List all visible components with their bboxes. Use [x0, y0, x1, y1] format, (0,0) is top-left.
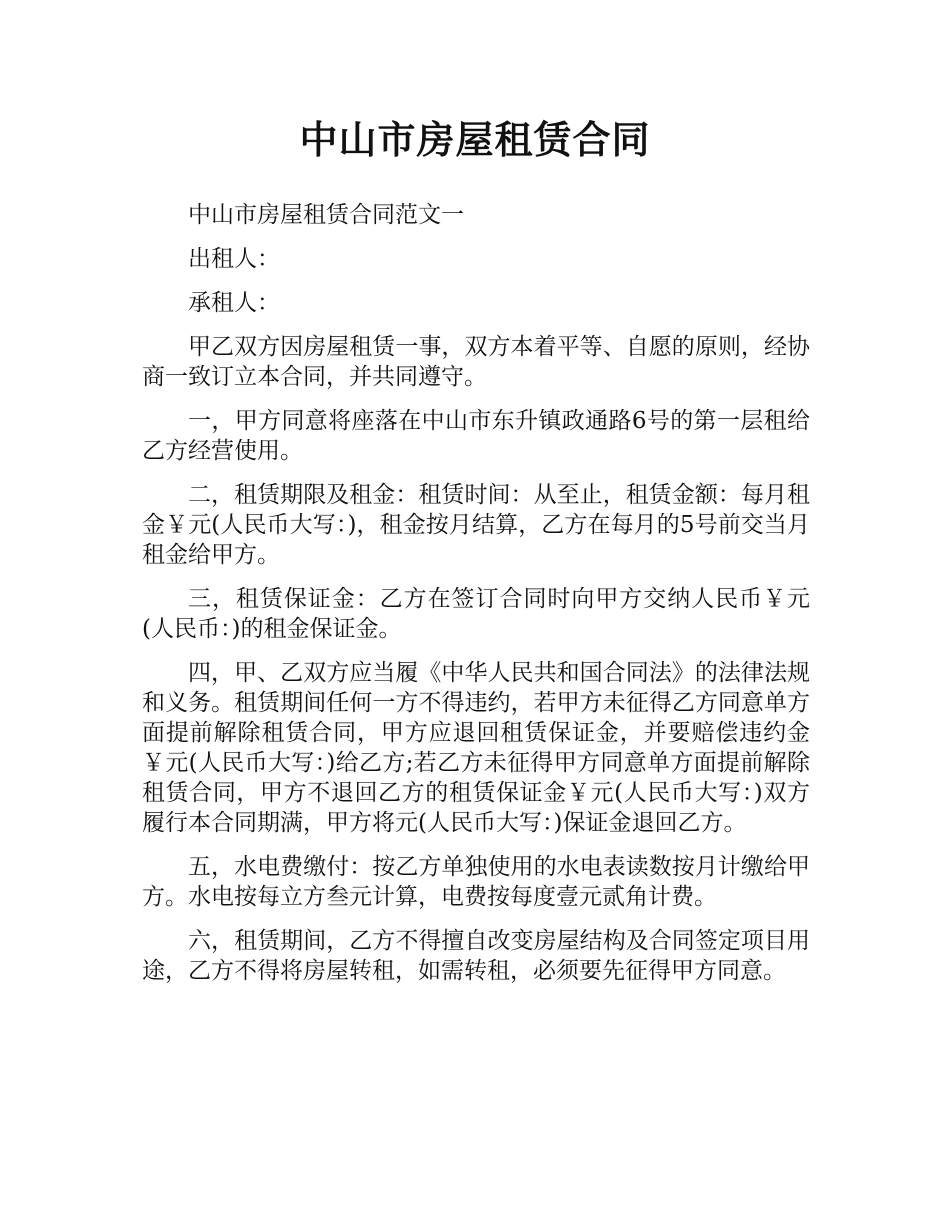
document-body	[142, 200, 810, 1000]
paragraph-clause-6: 六，租赁期间，乙方不得擅自改变房屋结构及合同签定项目用途，乙方不得将房屋转租，如需转租，必须要先征得甲方同意。	[142, 928, 810, 984]
paragraph-sample-heading: 中山市房屋租赁合同范文一	[188, 202, 464, 228]
paragraph-preamble: 甲乙双方因房屋租赁一事，双方本着平等、自愿的原则，经协商一致订立本合同，并共同遵守。	[142, 334, 810, 390]
document-title: 中山市房屋租赁合同	[299, 118, 651, 162]
paragraph-clause-4: 四，甲、乙双方应当履《中华人民共和国合同法》的法律法规和义务。租赁期间任何一方不得违约，若甲方未征得乙方同意单方面提前解除租赁合同，甲方应退回租赁保证金，并要赔偿违约金￥元(人民币大写：)给乙方;若乙方未征得甲方同意单方面提前解除租赁合同，甲方不退回乙方的租赁保证金￥元(人民币大写：)双方履行本合同期满，甲方将元(人民币大写：)保证金退回乙方。	[142, 660, 810, 836]
paragraph-clause-3: 三，租赁保证金：乙方在签订合同时向甲方交纳人民币￥元(人民币：)的租金保证金。	[142, 586, 810, 642]
paragraph-clause-1: 一，甲方同意将座落在中山市东升镇政通路6号的第一层租给乙方经营使用。	[142, 408, 810, 464]
paragraph-lessee: 承租人：	[188, 290, 280, 316]
paragraph-clause-2: 二，租赁期限及租金：租赁时间：从至止，租赁金额：每月租金￥元(人民币大写：)，租金按月结算，乙方在每月的5号前交当月租金给甲方。	[142, 482, 810, 568]
paragraph-clause-5: 五，水电费缴付：按乙方单独使用的水电表读数按月计缴给甲方。水电按每立方叁元计算，电费按每度壹元贰角计费。	[142, 854, 810, 910]
paragraph-lessor: 出租人：	[188, 246, 280, 272]
